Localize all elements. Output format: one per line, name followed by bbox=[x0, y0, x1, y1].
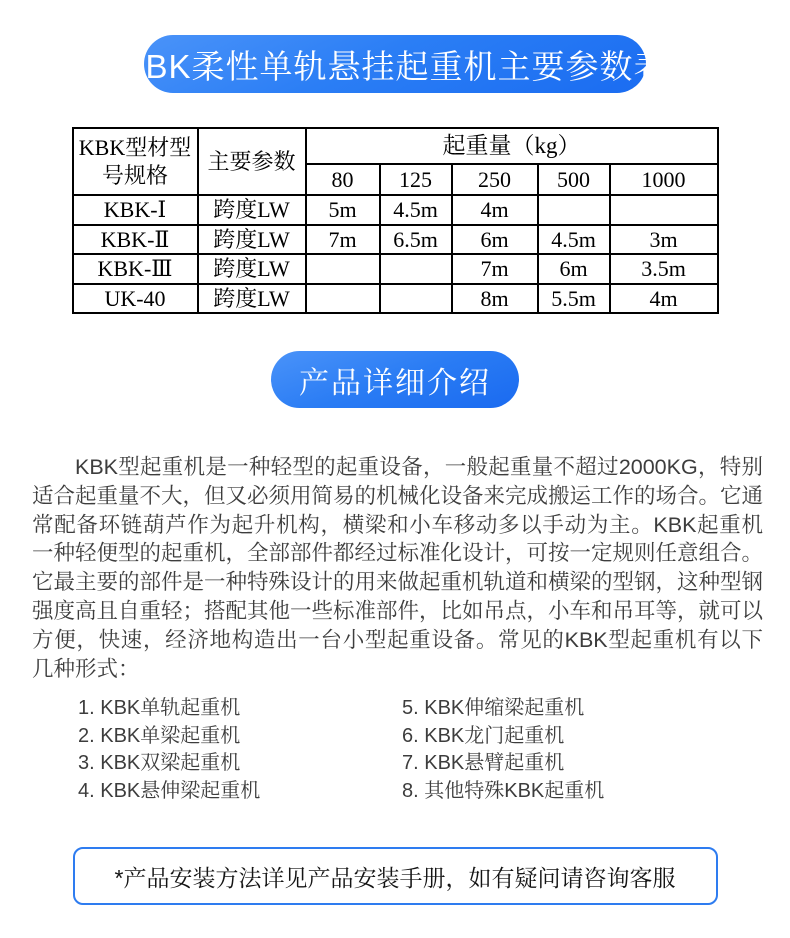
row-value: 6.5m bbox=[380, 225, 452, 255]
row-value: 7m bbox=[452, 254, 538, 284]
row-value: 5m bbox=[306, 195, 380, 225]
header-capacity-group: 起重量（kg） bbox=[306, 128, 718, 164]
header-model-spec: KBK型材型号规格 bbox=[73, 128, 198, 195]
table-row bbox=[73, 225, 718, 255]
row-param: 跨度LW bbox=[198, 254, 306, 284]
list-item: 3. KBK双梁起重机 bbox=[78, 752, 241, 775]
row-value: 4.5m bbox=[380, 195, 452, 225]
row-value: 8m bbox=[452, 284, 538, 314]
row-value bbox=[380, 284, 452, 314]
row-value bbox=[306, 254, 380, 284]
row-value: 4m bbox=[610, 284, 718, 314]
table-row bbox=[73, 284, 718, 314]
parameter-table bbox=[72, 127, 719, 314]
row-value: 5.5m bbox=[538, 284, 610, 314]
crane-type-list bbox=[0, 695, 790, 805]
row-value: 3.5m bbox=[610, 254, 718, 284]
installation-note-box bbox=[73, 847, 718, 905]
crane-type-list-left bbox=[78, 695, 402, 805]
row-value bbox=[610, 195, 718, 225]
page-title: KBK柔性单轨悬挂起重机主要参数表 bbox=[122, 47, 668, 85]
row-param: 跨度LW bbox=[198, 195, 306, 225]
list-item: 1. KBK单轨起重机 bbox=[78, 697, 241, 720]
list-item: 8. 其他特殊KBK起重机 bbox=[402, 779, 605, 802]
header-capacity-1000: 1000 bbox=[610, 164, 718, 195]
row-value: 7m bbox=[306, 225, 380, 255]
row-value bbox=[538, 195, 610, 225]
list-item: 7. KBK悬臂起重机 bbox=[402, 752, 565, 775]
section-heading-label: 产品详细介绍 bbox=[299, 366, 491, 400]
table-row bbox=[73, 195, 718, 225]
row-param: 跨度LW bbox=[198, 225, 306, 255]
header-capacity-250: 250 bbox=[452, 164, 538, 195]
header-main-param: 主要参数 bbox=[198, 128, 306, 195]
row-model: KBK-Ⅰ bbox=[73, 195, 198, 225]
list-item: 5. KBK伸缩梁起重机 bbox=[402, 697, 585, 720]
row-value: 6m bbox=[538, 254, 610, 284]
row-value bbox=[380, 254, 452, 284]
row-value: 4.5m bbox=[538, 225, 610, 255]
row-value: 4m bbox=[452, 195, 538, 225]
row-model: UK-40 bbox=[73, 284, 198, 314]
row-value bbox=[306, 284, 380, 314]
table-header-row-1 bbox=[73, 128, 718, 164]
list-item: 6. KBK龙门起重机 bbox=[402, 724, 565, 747]
table-row bbox=[73, 254, 718, 284]
row-value: 6m bbox=[452, 225, 538, 255]
row-model: KBK-Ⅲ bbox=[73, 254, 198, 284]
header-capacity-80: 80 bbox=[306, 164, 380, 195]
row-value: 3m bbox=[610, 225, 718, 255]
page-title-banner bbox=[122, 35, 668, 93]
header-capacity-125: 125 bbox=[380, 164, 452, 195]
product-detail-section-heading bbox=[271, 351, 519, 408]
crane-type-list-right bbox=[402, 695, 604, 805]
row-param: 跨度LW bbox=[198, 284, 306, 314]
row-model: KBK-Ⅱ bbox=[73, 225, 198, 255]
list-item: 2. KBK单梁起重机 bbox=[78, 724, 241, 747]
product-intro-paragraph: KBK型起重机是一种轻型的起重设备，一般起重量不超过2000KG，特别适合起重量不大，但又必须用简易的机械化设备来完成搬运工作的场合。它通常配备环链葫芦作为起升机构，横梁和小车移动多以手动为主。KBK起重机一种轻便型的起重机，全部部件都经过标准化设计，可按一定规则任意组合。它最主要的部件是一种特殊设计的用来做起重机轨道和横梁的型钢，这种型钢强度高且自重轻；搭配其他一些标准部件，比如吊点，小车和吊耳等，就可以方便，快速，经济地构造出一台小型起重设备。常见的KBK型起重机有以下几种形式： bbox=[32, 455, 764, 681]
list-item: 4. KBK悬伸梁起重机 bbox=[78, 779, 261, 802]
header-capacity-500: 500 bbox=[538, 164, 610, 195]
installation-note-text: *产品安装方法详见产品安装手册，如有疑问请咨询客服 bbox=[114, 864, 676, 891]
